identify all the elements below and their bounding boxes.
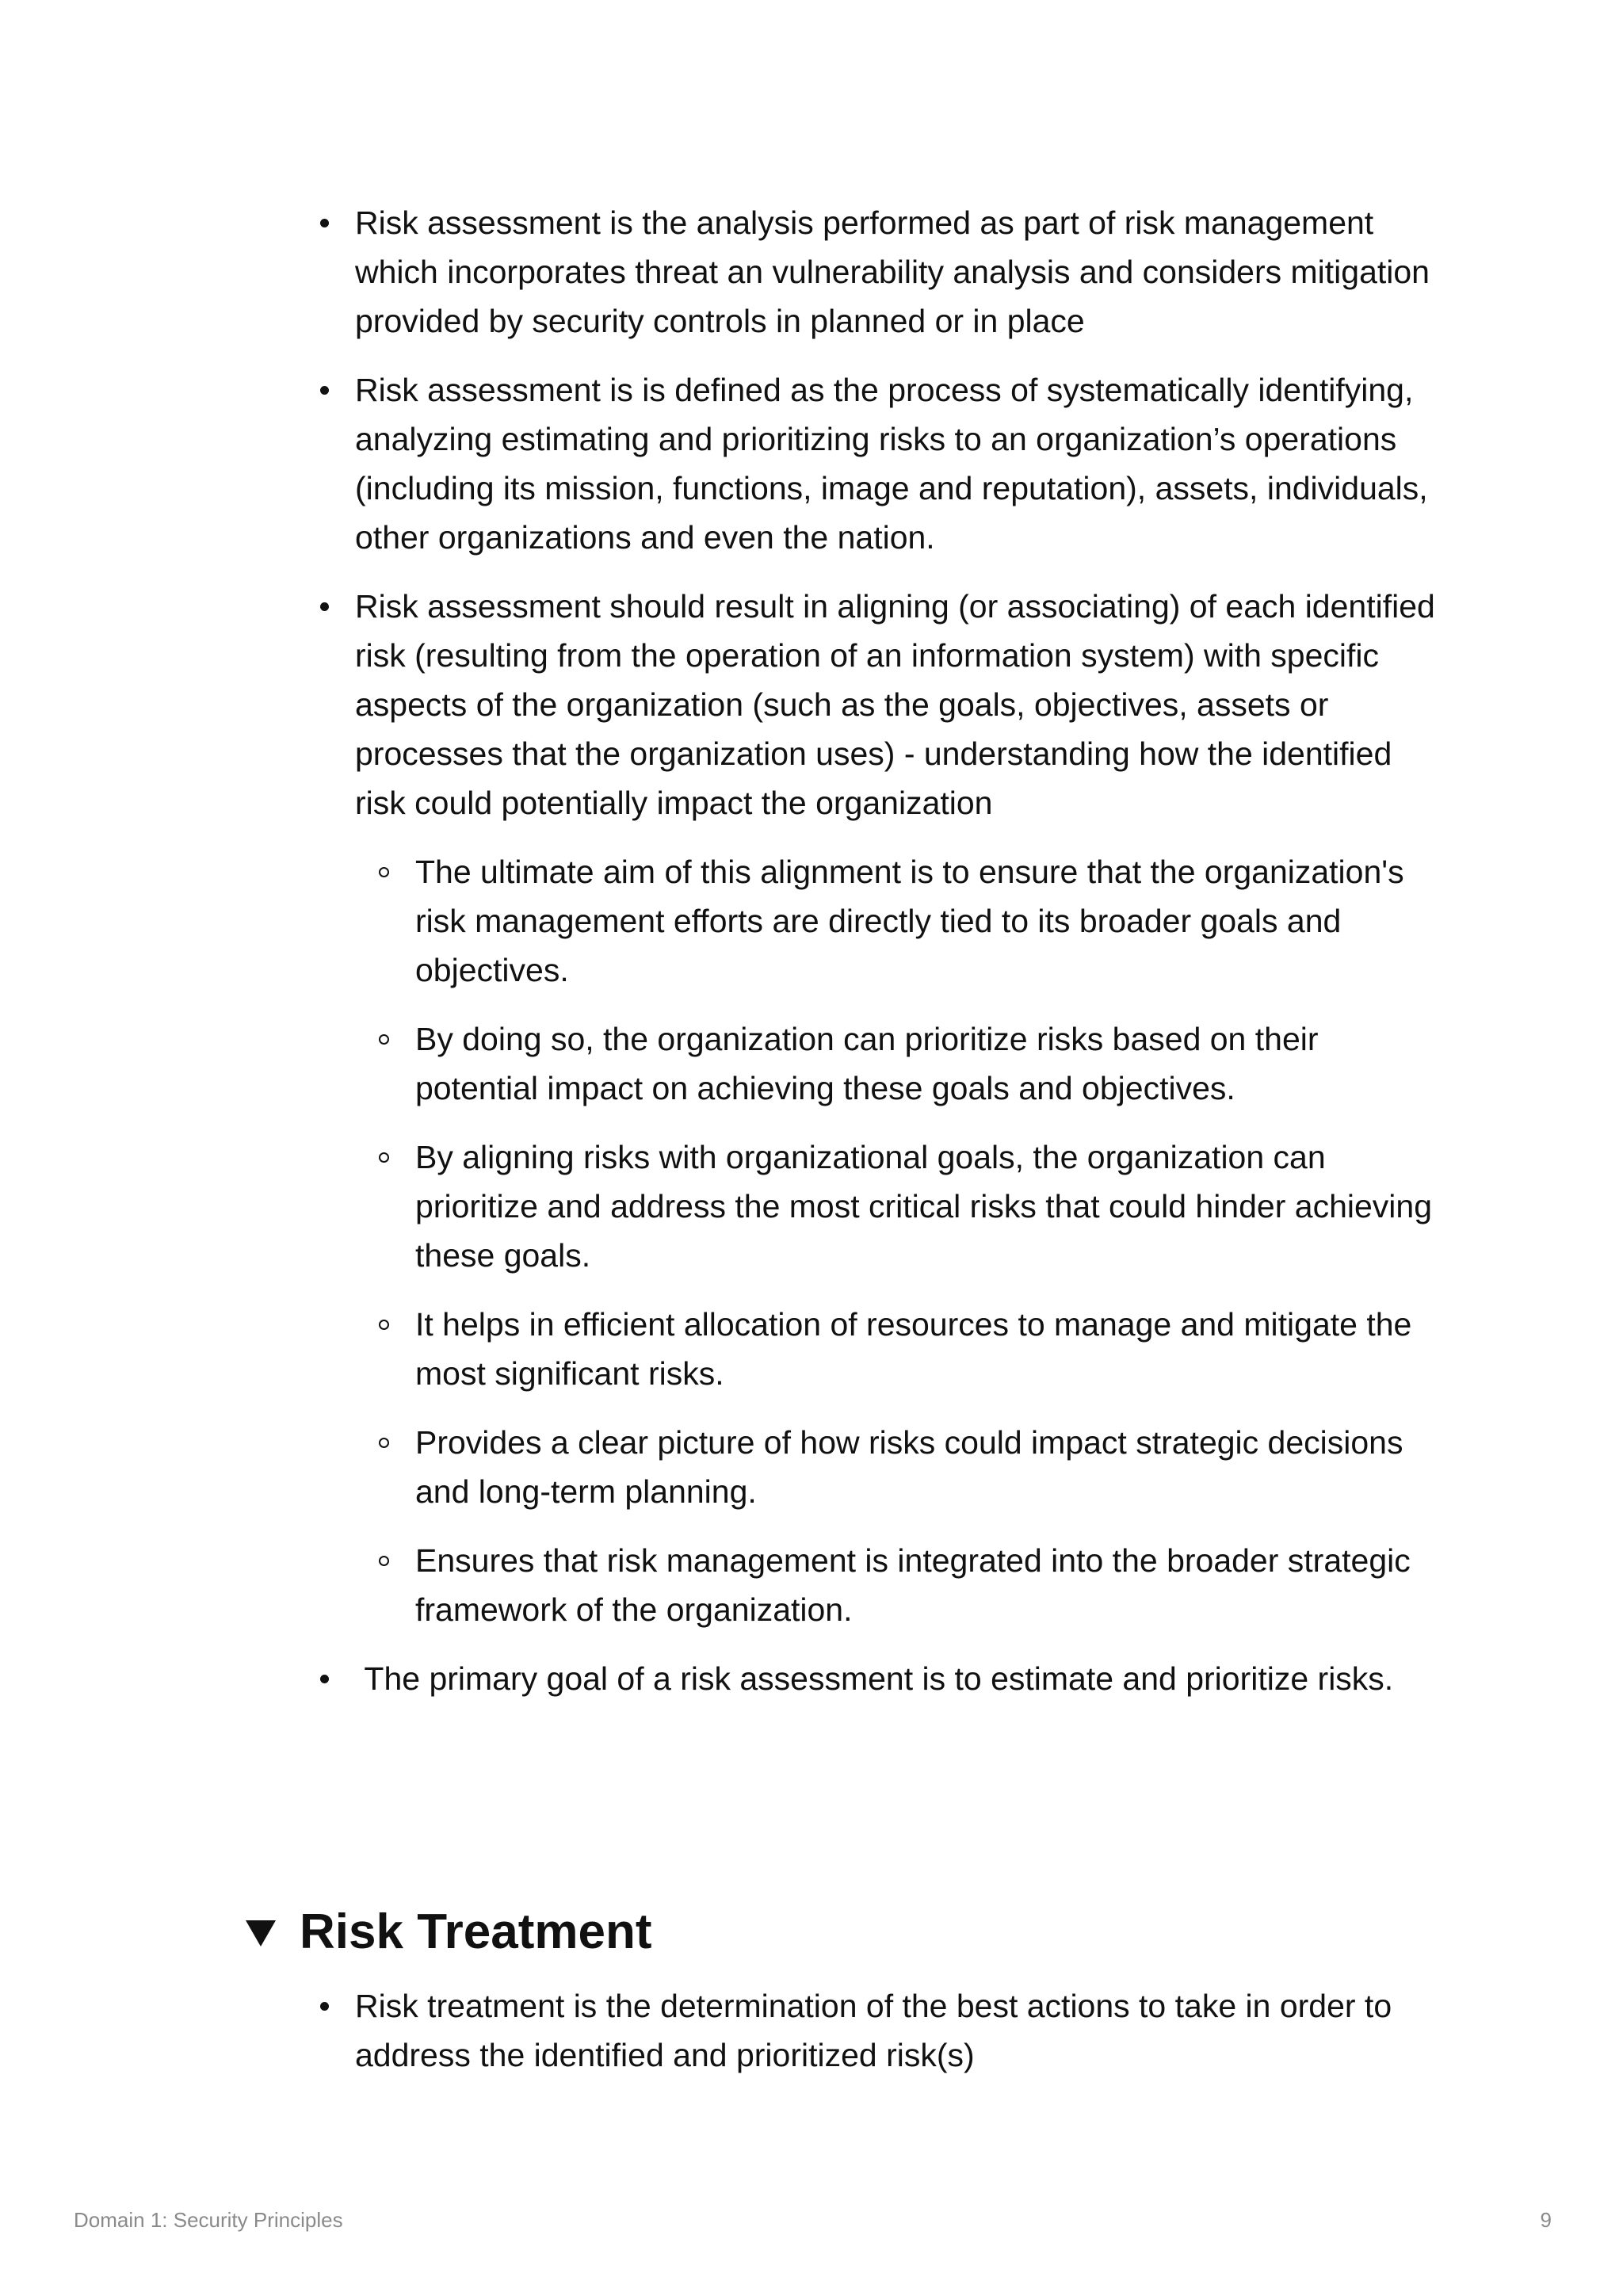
footer-page-number: 9	[1540, 2208, 1552, 2232]
hollow-bullet-icon	[379, 1556, 389, 1566]
hollow-bullet-icon	[379, 867, 389, 877]
toggle-triangle-down-icon[interactable]	[246, 1920, 276, 1946]
bullet-icon	[320, 602, 329, 611]
list-item	[355, 198, 1441, 346]
hollow-bullet-icon	[379, 1034, 389, 1045]
risk-treatment-list	[355, 1981, 1441, 2099]
footer-section-title: Domain 1: Security Principles	[74, 2208, 343, 2232]
list-item-text: Risk treatment is the determination of the best actions to take in order to address the identified and prioritized risk(s)	[355, 1988, 1392, 2073]
bullet-icon	[320, 2002, 329, 2011]
sub-list-item	[415, 847, 1441, 995]
sub-list-item-text: By doing so, the organization can prioritize risks based on their potential impact on achieving these goals and objectives.	[415, 1021, 1319, 1106]
sub-list-item-text: The ultimate aim of this alignment is to ensure that the organization's risk management efforts are directly tied to its broader goals and objectives.	[415, 854, 1404, 988]
sub-list-item	[415, 1418, 1441, 1516]
risk-treatment-toggle-heading[interactable]	[246, 1901, 652, 1964]
sub-list-item	[415, 1536, 1441, 1634]
alignment-sub-list	[415, 847, 1441, 1634]
bullet-icon	[320, 386, 329, 395]
list-item	[355, 1981, 1441, 2080]
bullet-icon	[320, 219, 329, 227]
sub-list-item	[415, 1300, 1441, 1398]
section-title: Risk Treatment	[300, 1904, 652, 1959]
hollow-bullet-icon	[379, 1438, 389, 1448]
list-item	[355, 365, 1441, 562]
sub-list-item	[415, 1014, 1441, 1113]
list-item	[355, 1654, 1441, 1703]
list-item-text: The primary goal of a risk assessment is to estimate and prioritize risks.	[355, 1660, 1394, 1697]
risk-assessment-list	[355, 198, 1441, 1723]
list-item-text: Risk assessment is is defined as the process of systematically identifying, analyzing estimating and prioritizing risks to an organization’s operations (including its mission, functions, image and reputation), assets, individuals, other organizations and even the nation.	[355, 372, 1428, 556]
hollow-bullet-icon	[379, 1152, 389, 1163]
list-item	[355, 582, 1441, 1634]
sub-list-item	[415, 1133, 1441, 1280]
sub-list-item-text: It helps in efficient allocation of resources to manage and mitigate the most significant risks.	[415, 1306, 1412, 1392]
list-item-text: Risk assessment should result in aligning (or associating) of each identified risk (resulting from the operation of an information system) with specific aspects of the organization (such as the goals, objectives, assets or processes that the organization uses) - understanding how the identified risk could potentially impact the organization	[355, 588, 1435, 821]
hollow-bullet-icon	[379, 1320, 389, 1330]
list-item-text: Risk assessment is the analysis performed as part of risk management which incorporates threat an vulnerability analysis and considers mitigation provided by security controls in planned or in place	[355, 204, 1430, 339]
sub-list-item-text: By aligning risks with organizational goals, the organization can prioritize and address the most critical risks that could hinder achieving these goals.	[415, 1139, 1432, 1274]
sub-list-item-text: Ensures that risk management is integrated into the broader strategic framework of the organization.	[415, 1542, 1411, 1628]
sub-list-item-text: Provides a clear picture of how risks could impact strategic decisions and long-term planning.	[415, 1424, 1403, 1510]
bullet-icon	[320, 1675, 329, 1683]
